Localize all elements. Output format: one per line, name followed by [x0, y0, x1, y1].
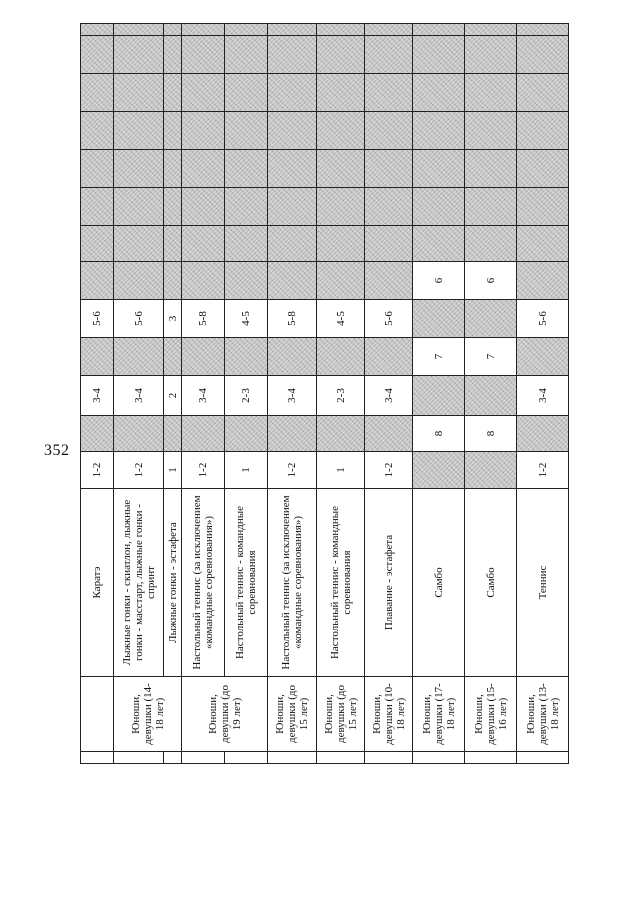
- sport-discipline-cell: Самбо: [465, 489, 517, 677]
- place-cell: 2-3: [317, 376, 365, 416]
- left-margin-cell: [317, 752, 365, 764]
- place-cell: [365, 262, 413, 300]
- table-body: [81, 24, 569, 764]
- place-cell: [517, 36, 569, 74]
- place-cell: 5-6: [114, 300, 164, 338]
- place-cell: 5-6: [81, 300, 114, 338]
- place-cell: [465, 452, 517, 489]
- place-cell: [465, 188, 517, 226]
- place-cell: 1-2: [517, 452, 569, 489]
- place-cell: [114, 188, 164, 226]
- place-cell: [413, 36, 465, 74]
- table-row: [517, 24, 569, 764]
- place-cell: [517, 338, 569, 376]
- age-group-cell: Юноши, девушки (до 19 лет): [182, 677, 268, 752]
- left-margin-cell: [164, 752, 182, 764]
- place-cell: [268, 24, 317, 36]
- place-cell: [164, 112, 182, 150]
- place-cell: [317, 150, 365, 188]
- place-cell: [268, 416, 317, 452]
- place-cell: [317, 338, 365, 376]
- place-cell: [268, 150, 317, 188]
- place-cell: [81, 150, 114, 188]
- place-cell: [81, 36, 114, 74]
- table-row: [365, 24, 413, 764]
- place-cell: [465, 226, 517, 262]
- place-cell: [225, 74, 268, 112]
- place-cell: [81, 112, 114, 150]
- place-cell: [517, 150, 569, 188]
- place-cell: [517, 416, 569, 452]
- place-cell: 3-4: [182, 376, 225, 416]
- sport-discipline-cell: Лыжные гонки - эстафета: [164, 489, 182, 677]
- page-number: 352: [44, 442, 70, 459]
- place-cell: [365, 36, 413, 74]
- place-cell: [114, 36, 164, 74]
- age-group-cell: Юноши, девушки (14-18 лет): [114, 677, 182, 752]
- table-row: [268, 24, 317, 764]
- place-cell: 2: [164, 376, 182, 416]
- place-cell: [317, 416, 365, 452]
- place-cell: [114, 112, 164, 150]
- place-cell: [517, 24, 569, 36]
- place-cell: [413, 150, 465, 188]
- place-cell: 3-4: [114, 376, 164, 416]
- place-cell: [114, 262, 164, 300]
- place-cell: [225, 36, 268, 74]
- place-cell: [268, 112, 317, 150]
- place-cell: [225, 338, 268, 376]
- place-cell: [164, 150, 182, 188]
- left-margin-cell: [114, 752, 164, 764]
- place-cell: 3: [164, 300, 182, 338]
- age-group-cell: Юноши, девушки (до 15 лет): [268, 677, 317, 752]
- table-row: [114, 24, 164, 764]
- place-cell: [225, 262, 268, 300]
- place-cell: [81, 416, 114, 452]
- place-cell: 4-5: [317, 300, 365, 338]
- left-margin-cell: [517, 752, 569, 764]
- place-cell: [365, 416, 413, 452]
- place-cell: [164, 188, 182, 226]
- place-cell: 5-8: [182, 300, 225, 338]
- place-cell: [465, 112, 517, 150]
- place-cell: [317, 226, 365, 262]
- place-cell: [465, 376, 517, 416]
- table-row: [413, 24, 465, 764]
- place-cell: 6: [413, 262, 465, 300]
- left-margin-cell: [225, 752, 268, 764]
- place-cell: [114, 416, 164, 452]
- place-cell: [317, 112, 365, 150]
- sport-discipline-cell: Самбо: [413, 489, 465, 677]
- place-cell: [114, 150, 164, 188]
- age-group-cell: [81, 677, 114, 752]
- place-cell: [164, 338, 182, 376]
- place-cell: [164, 36, 182, 74]
- place-cell: 1-2: [268, 452, 317, 489]
- place-cell: [81, 188, 114, 226]
- place-cell: 5-6: [517, 300, 569, 338]
- place-cell: [114, 74, 164, 112]
- place-cell: [365, 150, 413, 188]
- place-cell: [317, 74, 365, 112]
- left-margin-cell: [182, 752, 225, 764]
- place-cell: [182, 112, 225, 150]
- place-cell: 4-5: [225, 300, 268, 338]
- place-cell: [365, 188, 413, 226]
- age-group-cell: Юноши, девушки (13-18 лет): [517, 677, 569, 752]
- place-cell: 3-4: [517, 376, 569, 416]
- left-margin-cell: [465, 752, 517, 764]
- place-cell: [268, 36, 317, 74]
- place-cell: [268, 338, 317, 376]
- sport-discipline-cell: Теннис: [517, 489, 569, 677]
- table-frame: [80, 44, 561, 764]
- place-cell: [164, 262, 182, 300]
- place-cell: [268, 74, 317, 112]
- place-cell: 1-2: [81, 452, 114, 489]
- place-cell: [517, 188, 569, 226]
- place-cell: [413, 226, 465, 262]
- place-cell: [182, 36, 225, 74]
- place-cell: 1-2: [365, 452, 413, 489]
- place-cell: [268, 188, 317, 226]
- place-cell: 7: [413, 338, 465, 376]
- place-cell: [413, 376, 465, 416]
- table-row: [225, 24, 268, 764]
- left-margin-cell: [413, 752, 465, 764]
- place-cell: 1: [225, 452, 268, 489]
- place-cell: [225, 226, 268, 262]
- place-cell: [225, 112, 268, 150]
- left-margin-cell: [81, 752, 114, 764]
- place-cell: [182, 150, 225, 188]
- place-cell: [164, 416, 182, 452]
- place-cell: [268, 226, 317, 262]
- age-group-cell: Юноши, девушки (до 15 лет): [317, 677, 365, 752]
- left-margin-cell: [365, 752, 413, 764]
- place-cell: [413, 188, 465, 226]
- place-cell: 1-2: [114, 452, 164, 489]
- sport-discipline-cell: Настольный теннис - командные соревнования: [225, 489, 268, 677]
- table-row: [317, 24, 365, 764]
- place-cell: [182, 262, 225, 300]
- place-cell: [365, 338, 413, 376]
- place-cell: [114, 226, 164, 262]
- place-cell: [182, 74, 225, 112]
- table-row: [81, 24, 114, 764]
- place-cell: [225, 188, 268, 226]
- place-cell: [225, 150, 268, 188]
- sport-discipline-cell: Плавание - эстафета: [365, 489, 413, 677]
- place-cell: 1: [164, 452, 182, 489]
- place-cell: [182, 226, 225, 262]
- place-cell: [465, 36, 517, 74]
- place-cell: [413, 112, 465, 150]
- place-cell: 7: [465, 338, 517, 376]
- place-cell: [164, 226, 182, 262]
- place-cell: 2-3: [225, 376, 268, 416]
- place-cell: [81, 338, 114, 376]
- results-table: [80, 23, 569, 764]
- age-group-cell: Юноши, девушки (15-16 лет): [465, 677, 517, 752]
- place-cell: [81, 24, 114, 36]
- sport-discipline-cell: Настольный теннис (за исключением «командные соревнования»): [268, 489, 317, 677]
- place-cell: [182, 338, 225, 376]
- place-cell: [365, 226, 413, 262]
- place-cell: 5-8: [268, 300, 317, 338]
- place-cell: [268, 262, 317, 300]
- table-row: [465, 24, 517, 764]
- place-cell: [182, 24, 225, 36]
- place-cell: [465, 24, 517, 36]
- place-cell: [413, 74, 465, 112]
- place-cell: [182, 188, 225, 226]
- place-cell: [413, 300, 465, 338]
- place-cell: 5-6: [365, 300, 413, 338]
- place-cell: [365, 74, 413, 112]
- place-cell: [225, 416, 268, 452]
- left-margin-cell: [268, 752, 317, 764]
- place-cell: [465, 300, 517, 338]
- place-cell: 3-4: [268, 376, 317, 416]
- place-cell: 3-4: [365, 376, 413, 416]
- place-cell: [81, 74, 114, 112]
- place-cell: 8: [465, 416, 517, 452]
- place-cell: 1: [317, 452, 365, 489]
- table-row: [182, 24, 225, 764]
- place-cell: [317, 24, 365, 36]
- place-cell: [413, 24, 465, 36]
- place-cell: [517, 112, 569, 150]
- place-cell: 1-2: [182, 452, 225, 489]
- age-group-cell: Юноши, девушки (17-18 лет): [413, 677, 465, 752]
- place-cell: [517, 74, 569, 112]
- place-cell: [81, 262, 114, 300]
- table-row: [164, 24, 182, 764]
- place-cell: [465, 150, 517, 188]
- place-cell: [317, 36, 365, 74]
- place-cell: [465, 74, 517, 112]
- place-cell: [225, 24, 268, 36]
- sport-discipline-cell: Настольный теннис - командные соревнования: [317, 489, 365, 677]
- place-cell: [81, 226, 114, 262]
- place-cell: 6: [465, 262, 517, 300]
- place-cell: 8: [413, 416, 465, 452]
- place-cell: [317, 262, 365, 300]
- sport-discipline-cell: Настольный теннис (за исключением «командные соревнования»): [182, 489, 225, 677]
- sport-discipline-cell: Лыжные гонки - скиатлон, лыжные гонки - масстарт, лыжные гонки - спринт: [114, 489, 164, 677]
- place-cell: [114, 24, 164, 36]
- place-cell: [413, 452, 465, 489]
- rotated-table-container: [80, 44, 561, 764]
- place-cell: 3-4: [81, 376, 114, 416]
- place-cell: [317, 188, 365, 226]
- place-cell: [365, 24, 413, 36]
- place-cell: [164, 24, 182, 36]
- age-group-cell: Юноши, девушки (10-18 лет): [365, 677, 413, 752]
- place-cell: [182, 416, 225, 452]
- sport-discipline-cell: Каратэ: [81, 489, 114, 677]
- place-cell: [114, 338, 164, 376]
- place-cell: [517, 262, 569, 300]
- place-cell: [164, 74, 182, 112]
- place-cell: [517, 226, 569, 262]
- place-cell: [365, 112, 413, 150]
